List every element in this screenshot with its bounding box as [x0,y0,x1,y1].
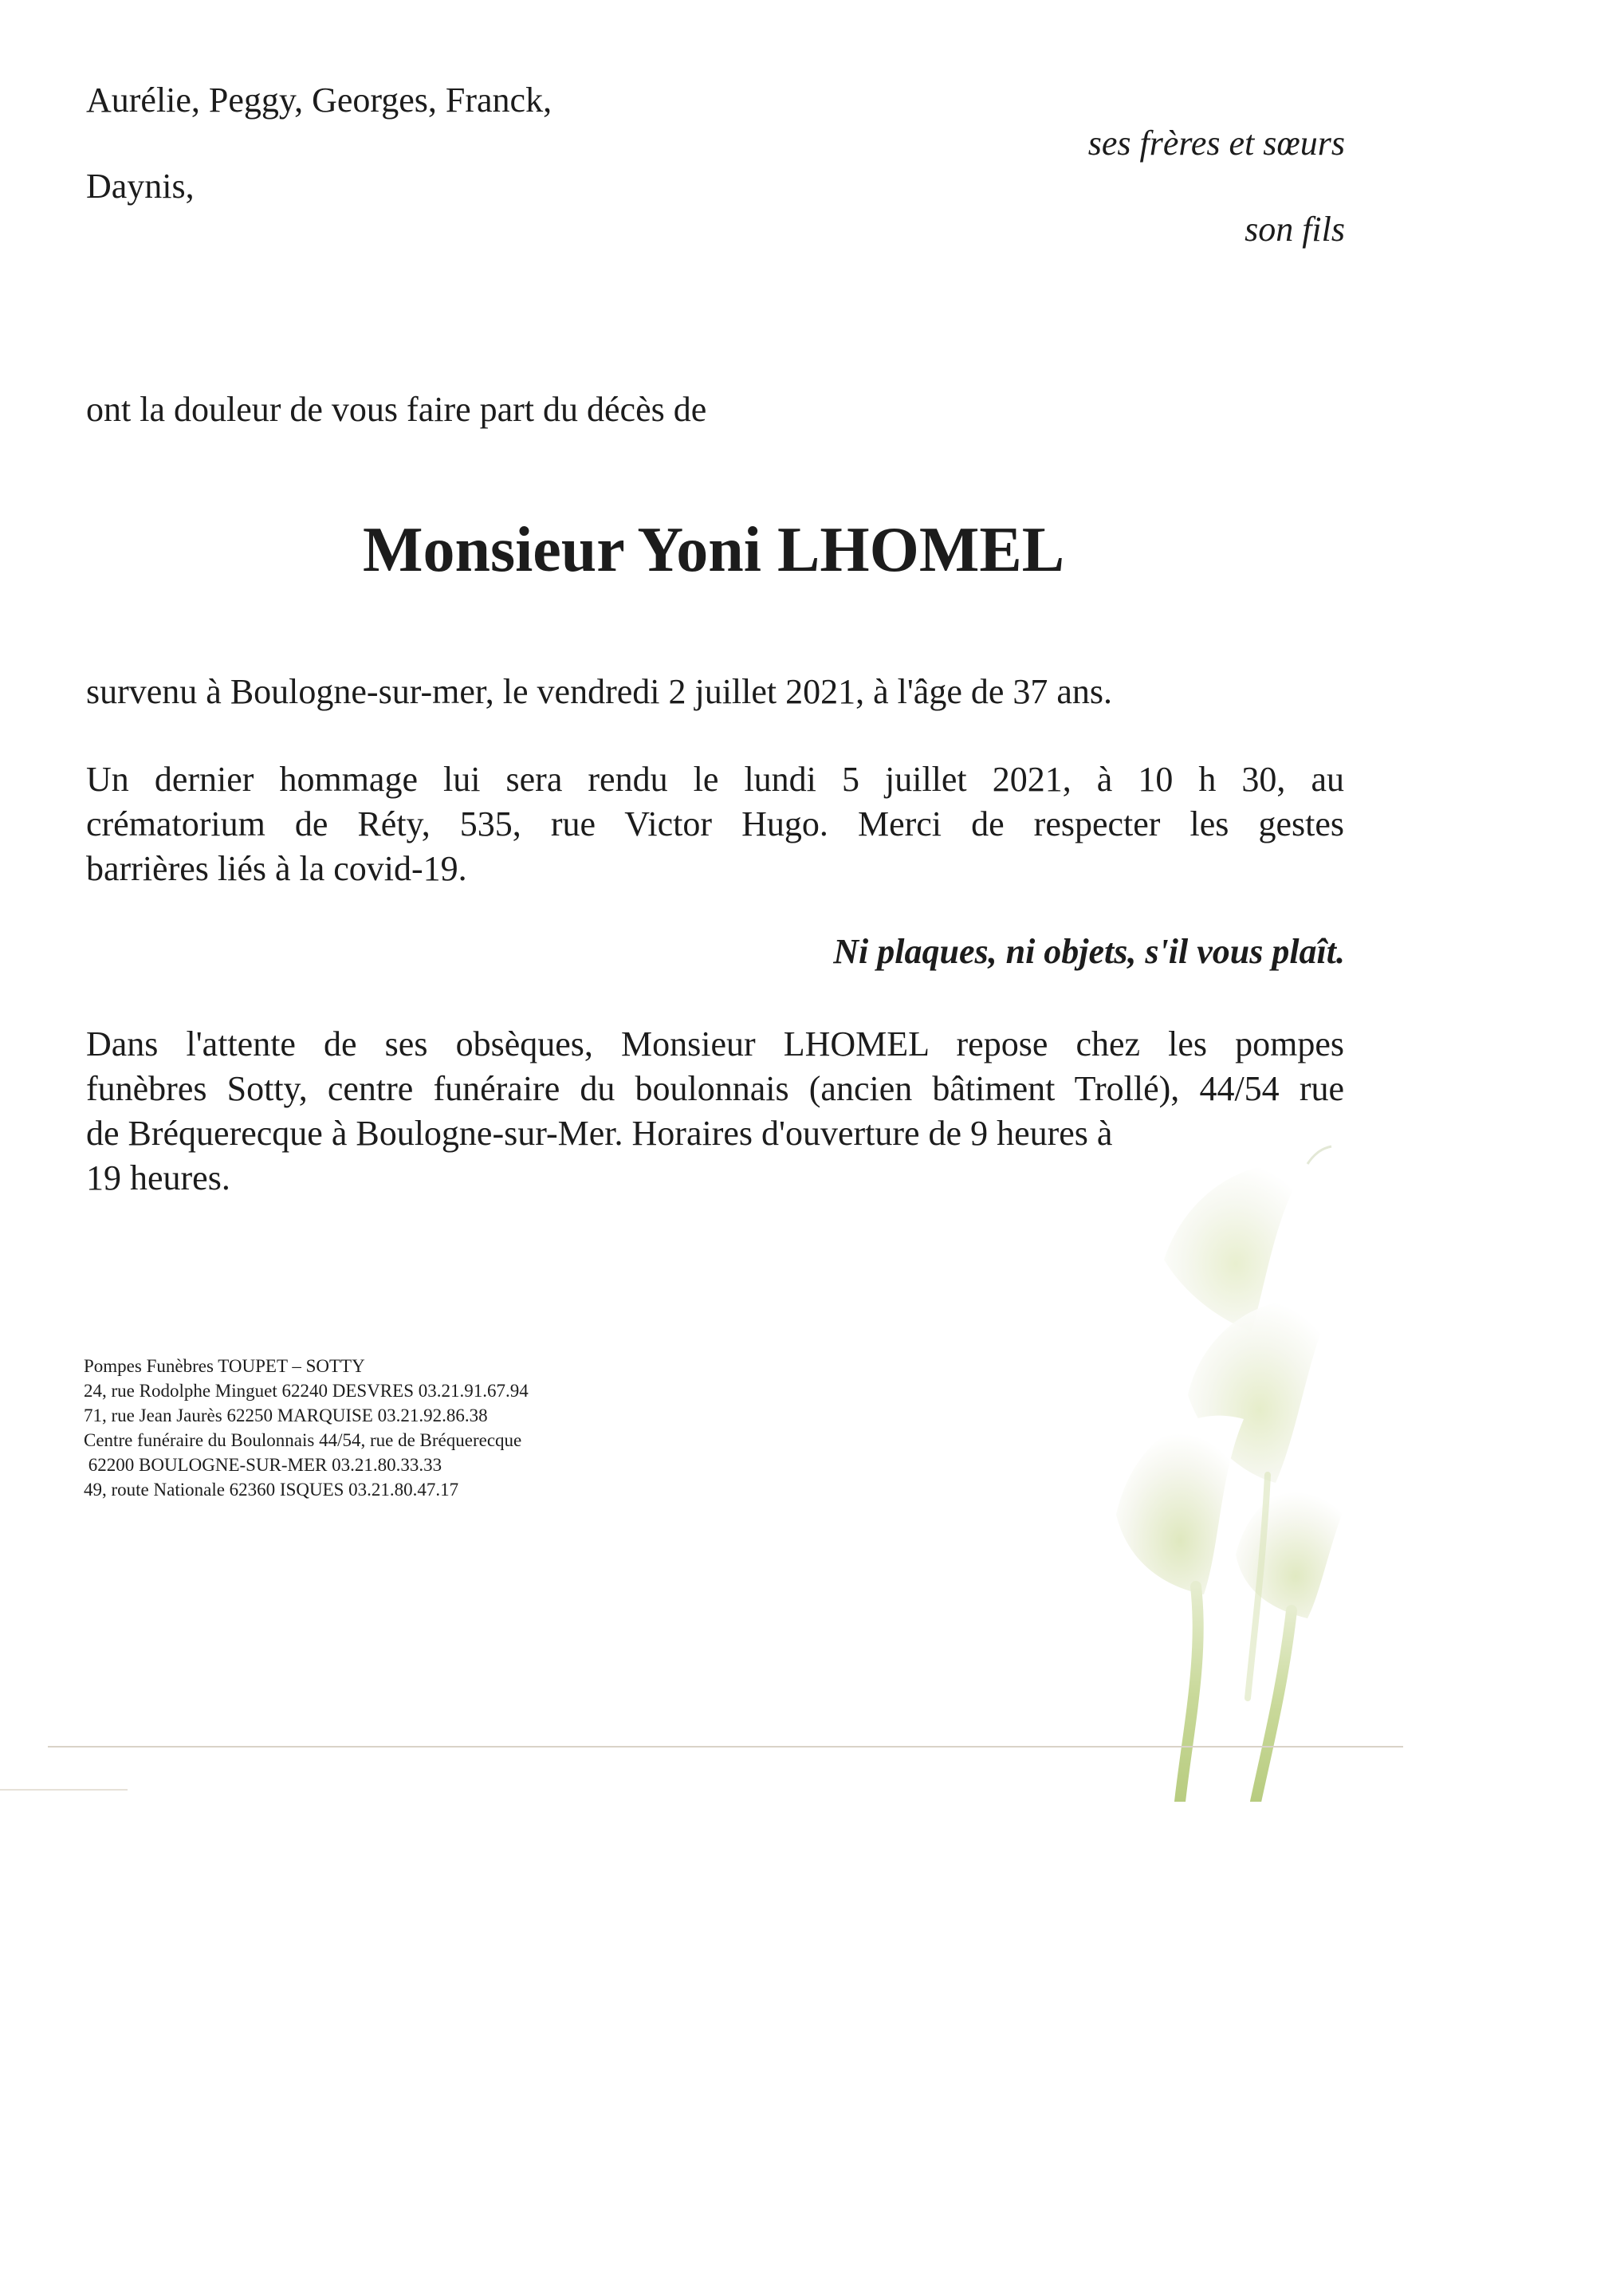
family-names: Aurélie, Peggy, Georges, Franck, [86,81,552,120]
son-role: son fils [1245,210,1345,249]
footer-divider [48,1746,1403,1748]
funeral-home-address-boulonnais: Centre funéraire du Boulonnais 44/54, rue de Bréquerecque [84,1430,522,1450]
calla-lily-icon [1068,1140,1435,1802]
ceremony-line-2: crématorium de Réty, 535, rue Victor Hugo. Merci de respecter les gestes [86,804,1344,843]
funeral-home-address-isques: 49, route Nationale 62360 ISQUES 03.21.80.47.17 [84,1480,459,1500]
ceremony-line-3: barrières liés à la covid-19. [86,849,467,888]
family-names-role: ses frères et sœurs [1087,124,1345,163]
no-flowers-request: Ni plaques, ni objets, s'il vous plaît. [833,932,1345,971]
funeral-home-name: Pompes Funèbres TOUPET – SOTTY [84,1356,365,1376]
funeral-home-info [84,1354,529,1502]
funeral-home-address-marquise: 71, rue Jean Jaurès 62250 MARQUISE 03.21.92.86.38 [84,1406,488,1425]
deceased-name: Monsieur Yoni LHOMEL [362,515,1065,585]
footer-divider-short [0,1789,128,1791]
visitation-line-1: Dans l'attente de ses obsèques, Monsieur LHOMEL repose chez les pompes [86,1024,1344,1063]
son-name: Daynis, [86,167,195,206]
funeral-home-address-desvres: 24, rue Rodolphe Minguet 62240 DESVRES 03.21.91.67.94 [84,1381,529,1401]
visitation-line-4: 19 heures. [86,1158,230,1197]
visitation-line-3: de Bréquerecque à Boulogne-sur-Mer. Horaires d'ouverture de 9 heures à [86,1114,1113,1153]
announcement-intro: ont la douleur de vous faire part du décès de [86,390,707,429]
funeral-home-address-boulogne: 62200 BOULOGNE-SUR-MER 03.21.80.33.33 [84,1455,442,1475]
visitation-line-2: funèbres Sotty, centre funéraire du boulonnais (ancien bâtiment Trollé), 44/54 rue [86,1069,1344,1108]
ceremony-line-1: Un dernier hommage lui sera rendu le lundi 5 juillet 2021, à 10 h 30, au [86,760,1344,799]
death-details: survenu à Boulogne-sur-mer, le vendredi 2 juillet 2021, à l'âge de 37 ans. [86,672,1113,711]
